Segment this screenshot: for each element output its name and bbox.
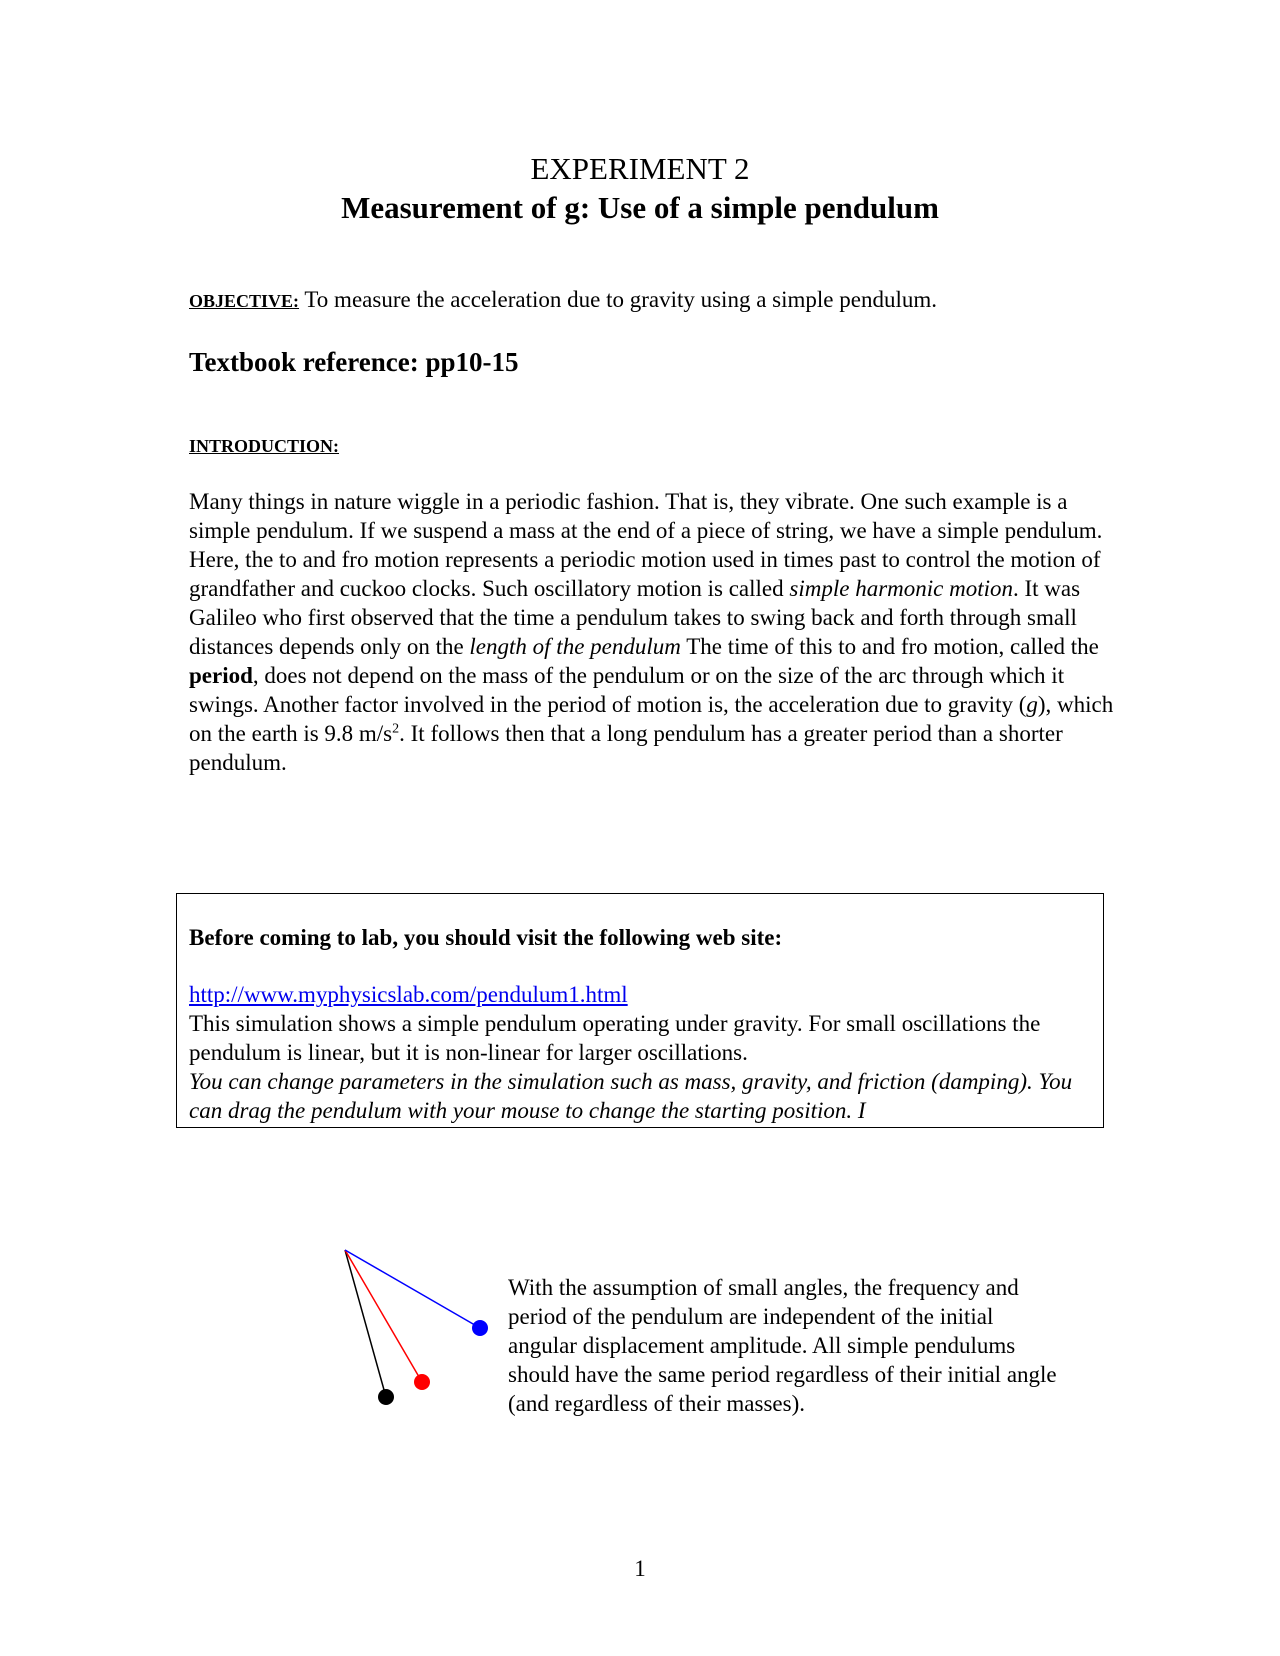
intro-text-4: , does not depend on the mass of the pendulum or on the size of the arc through which it swings. Another factor involved in the period of motion is, the acceleration due to gravity (	[189, 663, 1065, 717]
intro-text-2: . It was Galileo who first observed that the time a pendulum takes to swing back and forth through small distances depends only on the	[189, 576, 1081, 659]
intro-g-symbol: g	[1026, 692, 1038, 717]
pendulum-black-string	[345, 1250, 386, 1397]
intro-length-phrase: length of the pendulum	[469, 634, 681, 659]
diagram-note: With the assumption of small angles, the frequency and period of the pendulum are independent of the initial angular displacement amplitude. All simple pendulums should have the same period regardless of their initial angle (and regardless of their masses).	[508, 1275, 1057, 1416]
introduction-paragraph	[189, 487, 1119, 777]
introduction-heading: INTRODUCTION:	[189, 436, 340, 456]
pendulum-blue-bob	[472, 1320, 488, 1336]
objective-line	[189, 286, 937, 315]
pendulum-red-bob	[414, 1374, 430, 1390]
textbook-reference: Textbook reference: pp10-15	[189, 347, 519, 377]
experiment-subtitle: Measurement of g: Use of a simple pendulum	[341, 190, 939, 225]
intro-superscript: 2	[392, 721, 400, 737]
website-box-heading: Before coming to lab, you should visit the following web site:	[189, 925, 783, 950]
page-number: 1	[634, 1556, 646, 1581]
simulation-link[interactable]: http://www.myphysicslab.com/pendulum1.html	[189, 982, 628, 1007]
experiment-title: EXPERIMENT 2	[530, 151, 750, 186]
intro-text-1: Many things in nature wiggle in a periodic fashion. That is, they vibrate. One such example is a simple pendulum. If we suspend a mass at the end of a piece of string, we have a simple pendulum. Here, the to and fro motion represents a periodic motion used in times past to control the motion of grandfather and cuckoo clocks. Such oscillatory motion is called	[189, 489, 1103, 601]
intro-text-6: . It follows then that a long pendulum has a greater period than a shorter pendulum.	[189, 721, 1063, 775]
website-box-body	[189, 980, 1103, 1125]
pendulum-blue-string	[345, 1250, 480, 1328]
intro-period-word: period	[189, 663, 253, 688]
simulation-italic-note: You can change parameters in the simulation such as mass, gravity, and friction (damping). You can drag the pendulum with your mouse to change the starting position. I	[189, 1069, 1073, 1123]
pendulum-red-string	[345, 1250, 422, 1382]
intro-text-5: ), which on the earth is 9.8 m/s	[189, 692, 1114, 746]
pendulum-diagram	[330, 1240, 500, 1420]
website-box	[176, 893, 1104, 1128]
intro-shm: simple harmonic motion	[789, 576, 1013, 601]
intro-text-3: The time of this to and fro motion, called the	[680, 634, 1099, 659]
objective-label: OBJECTIVE:	[189, 291, 300, 311]
simulation-description: This simulation shows a simple pendulum operating under gravity. For small oscillations the pendulum is linear, but it is non-linear for larger oscillations.	[189, 1011, 1041, 1065]
pendulum-black-bob	[378, 1389, 394, 1405]
objective-text: To measure the acceleration due to gravity using a simple pendulum.	[299, 287, 937, 312]
